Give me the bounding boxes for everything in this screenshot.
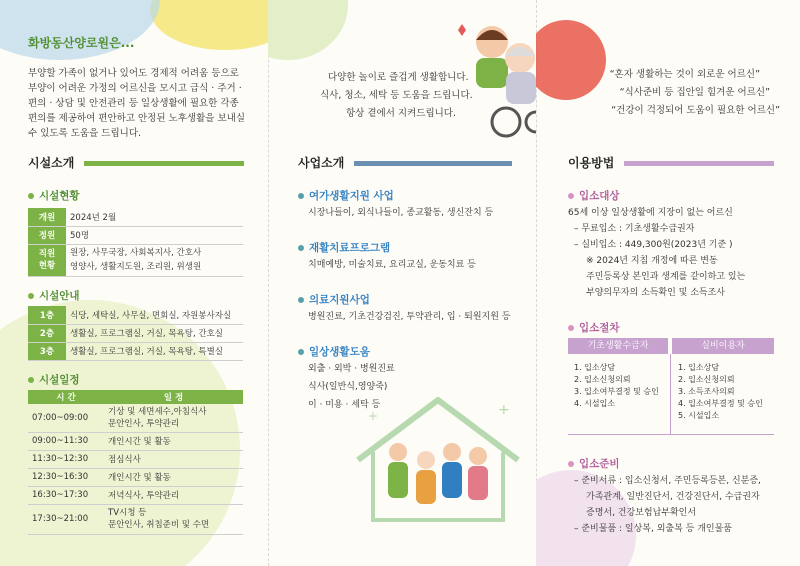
- panel-business: [268, 0, 536, 566]
- intro-title: 화방동산양로원은...: [28, 36, 135, 50]
- business-item-4-desc-3: 이 · 미용 · 세탁 등: [308, 400, 381, 410]
- prepare-line-3: 증명서, 건강보험납부확인서: [586, 508, 697, 518]
- proc2-step-1: 1. 입소상담: [678, 363, 720, 372]
- business-item-4-desc-2: 식사(일반식,영양죽): [308, 382, 388, 392]
- panel-usage: [536, 0, 800, 566]
- target-subtitle: 입소대상: [568, 188, 620, 203]
- business-item-1-desc: 시장나들이, 외식나들이, 종교활동, 생신잔치 등: [308, 208, 494, 218]
- bullet-icon: [568, 461, 574, 467]
- status-subtitle: 시설현황: [28, 188, 80, 203]
- red-heart-blob: [536, 20, 606, 100]
- house-family-illustration: [348, 390, 528, 530]
- business-item-4-desc-1: 외출 · 외박 · 병원진료: [308, 364, 395, 374]
- procedure-subtitle: 입소절차: [568, 320, 620, 335]
- business-item-3-desc: 병원진료, 기초건강검진, 투약관리, 입 · 퇴원지원 등: [308, 312, 511, 322]
- target-line-6: 부양의무자의 소득확인 및 소득조사: [586, 288, 725, 298]
- procedure-col2-header: 실비이용자: [672, 338, 774, 354]
- proc2-step-5: 5. 시설입소: [678, 411, 720, 420]
- yellow-blob-top: [150, 0, 268, 50]
- proc2-step-4: 4. 입소여부결정 및 승인: [678, 399, 763, 408]
- bullet-icon: [28, 293, 34, 299]
- proc1-step-2: 2. 입소신청의뢰: [574, 375, 631, 384]
- facility-section-title: 시설소개: [28, 156, 75, 170]
- bullet-icon: [568, 193, 574, 199]
- center-tagline-1: 다양한 놀이로 즐겁게 생활합니다.: [328, 72, 469, 83]
- usage-title-bar: [624, 161, 774, 166]
- guide-table: 1층 식당, 세탁실, 사무실, 면회실, 자원봉사자실 2층 생활실, 프로그램실, 거실, 목욕탕, 간호실 3층 생활실, 프로그램실, 거실, 목욕탕, 특별실: [28, 306, 243, 361]
- procedure-divider: [670, 354, 671, 434]
- bullet-icon: [28, 377, 34, 383]
- proc2-step-2: 2. 입소신청의뢰: [678, 375, 735, 384]
- elders-illustration: [448, 10, 536, 140]
- usage-section-title: 이용방법: [568, 156, 615, 170]
- blue-blob-top: [0, 0, 160, 60]
- guide-subtitle: 시설안내: [28, 288, 80, 303]
- business-section-title: 사업소개: [298, 156, 345, 170]
- bullet-icon: [28, 193, 34, 199]
- target-line-2: – 무료입소 : 기초생활수급권자: [574, 224, 695, 234]
- facility-title-bar: [84, 161, 244, 166]
- panel-facility: 화방동산양로원은... 부양할 가족이 없거나 있어도 경제적 어려움 등으로 부양이 어려운 가정의 어르신을 모시고 급식 · 주거 · 편의 · 상담 및 안전관리 등 일상생활에 필요한 각종 편의를 제공하여 편안하고 안정된 노후생활을 보내실 수 있도록 도움을 드립니다. 시설소개 시설현황 개원 2024년 2월 정원 50명 직원 현황 원장, 사무국장, 사회복지사, 간호사 영양사, 생활지도원, 조리원, 위생원 시설안내 1층 식당, 세탁실, 사무실, 면회실, 자원봉사자실 2층 생활실, 프로그램실, 거실, 목욕탕, 간호실 3층 생활실, 프로그램실, 거실, 목욕탕, 특별실 시설일정 시 간 일 정 07:00~09:00 기상 및 세면세수,아침식사 문안인사, 투약관리 09:00~11:30 개인시간 및 활동 11:30~12:30 점심식사 12:30~16:30 개인시간 및 활동 16:30~17:30 저녁식사, 투약관리 17:30~21:00 TV시청 등 문안인사, 취침준비 및 수면: [0, 0, 268, 566]
- bullet-icon: [298, 349, 304, 355]
- prepare-line-1: – 준비서류 : 입소신청서, 주민등록등본, 신분증,: [574, 476, 761, 486]
- quote-1: “혼자 생활하는 것이 외로운 어르신”: [609, 69, 760, 80]
- proc1-step-1: 1. 입소상담: [574, 363, 616, 372]
- proc1-step-4: 4. 시설입소: [574, 399, 616, 408]
- business-item-4: 일상생활도움: [298, 344, 370, 359]
- procedure-col1-header: 기초생활수급자: [568, 338, 668, 354]
- bullet-icon: [298, 297, 304, 303]
- center-tagline-2: 식사, 청소, 세탁 등 도움을 드립니다.: [320, 90, 473, 101]
- proc1-step-3: 3. 입소여부결정 및 승인: [574, 387, 659, 396]
- prepare-line-4: – 준비물품 : 일상복, 외출복 등 개인물품: [574, 524, 732, 534]
- svg-text:+: +: [368, 409, 379, 423]
- procedure-table: [568, 338, 774, 435]
- bullet-icon: [298, 245, 304, 251]
- bullet-icon: [568, 325, 574, 331]
- prepare-subtitle: 입소준비: [568, 456, 620, 471]
- target-line-4: ※ 2024년 지침 개정에 따른 변동: [586, 256, 718, 266]
- target-line-5: 주민등록상 본인과 생계를 같이하고 있는: [586, 272, 746, 282]
- schedule-table: 시 간 일 정 07:00~09:00 기상 및 세면세수,아침식사 문안인사, 투약관리 09:00~11:30 개인시간 및 활동 11:30~12:30 점심식사 12:30~16:30 개인시간 및 활동 16:30~17:30 저녁식사, 투약관리 17:30~21:00 TV시청 등 문안인사, 취침준비 및 수면: [28, 390, 243, 535]
- business-title-bar: [354, 161, 512, 166]
- business-item-3: 의료지원사업: [298, 292, 370, 307]
- schedule-subtitle: 시설일정: [28, 372, 80, 387]
- target-line-1: 65세 이상 일상생활에 지장이 없는 어르신: [568, 208, 733, 218]
- bullet-icon: [298, 193, 304, 199]
- quote-3: “건강이 걱정되어 도움이 필요한 어르신”: [611, 105, 780, 116]
- business-item-1: 여가생활지원 사업: [298, 188, 394, 203]
- status-table: 개원 2024년 2월 정원 50명 직원 현황 원장, 사무국장, 사회복지사, 간호사 영양사, 생활지도원, 조리원, 위생원: [28, 208, 243, 277]
- proc2-step-3: 3. 소득조사의뢰: [678, 387, 735, 396]
- green-blob-left: [268, 0, 348, 60]
- prepare-line-2: 가족관계, 일반진단서, 건강진단서, 수급권자: [586, 492, 760, 502]
- center-tagline-3: 항상 곁에서 지켜드립니다.: [346, 108, 457, 119]
- svg-text:+: +: [498, 402, 510, 418]
- quote-2: “식사준비 등 집안일 힘겨운 어르신”: [619, 87, 770, 98]
- business-item-2-desc: 치매예방, 미술치료, 요리교실, 운동치료 등: [308, 260, 476, 270]
- target-line-3: – 실비입소 : 449,300원(2023년 기준 ): [574, 240, 733, 250]
- business-item-2: 재활치료프로그램: [298, 240, 390, 255]
